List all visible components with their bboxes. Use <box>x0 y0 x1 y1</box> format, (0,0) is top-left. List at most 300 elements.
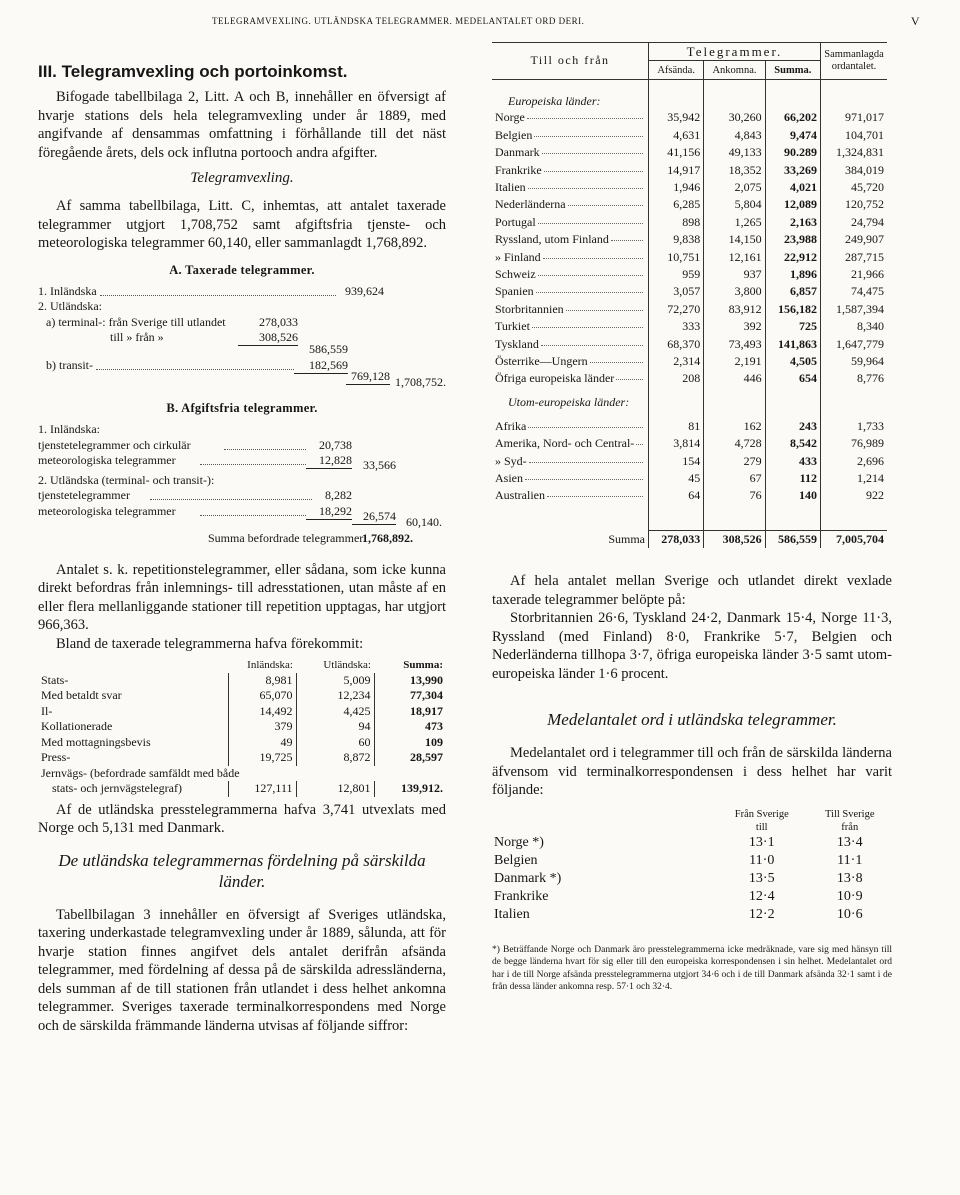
cell: 433 <box>765 452 820 469</box>
ledger-row <box>38 341 446 358</box>
cell: 104,701 <box>821 127 888 144</box>
cell: 1,324,831 <box>821 144 888 161</box>
page-header <box>40 14 920 30</box>
ledger-total: 1,708,752. <box>395 375 446 389</box>
cell: 127,111 <box>228 781 296 797</box>
cell: 959 <box>649 266 704 283</box>
country-name <box>492 452 649 469</box>
table-row <box>38 750 446 766</box>
cell: 1,587,394 <box>821 301 888 318</box>
cell: 77,304 <box>374 688 446 704</box>
cell: 41,156 <box>649 144 704 161</box>
subheading-fordelning: De utländska telegrammernas fördelning på särskilda länder. <box>58 850 426 891</box>
cell: 45 <box>649 470 704 487</box>
table-row <box>492 318 887 335</box>
cell: 586,559 <box>765 530 820 548</box>
cell: 94 <box>296 719 374 735</box>
cell: 73,493 <box>704 335 765 352</box>
cell: 287,715 <box>821 248 888 265</box>
cell: 141,863 <box>765 335 820 352</box>
cell: 83,912 <box>704 301 765 318</box>
cell: 6,285 <box>649 196 704 213</box>
cell: 139,912. <box>374 781 446 797</box>
cell: 35,942 <box>649 109 704 126</box>
row-label: stats- och jernvägstelegraf) <box>52 781 182 796</box>
summa-value: 1,768,892. <box>362 531 413 545</box>
ledger-subtotal: 26,574 <box>352 509 396 525</box>
table-header-row <box>492 808 892 834</box>
subheading-medelantalet: Medelantalet ord i utländska telegrammer. <box>547 710 837 730</box>
cell: 60 <box>296 735 374 751</box>
table-row <box>492 161 887 178</box>
cell: 67 <box>704 470 765 487</box>
country-label: » Syd- <box>495 453 527 468</box>
country-name <box>492 248 649 265</box>
cell: 12,234 <box>296 688 374 704</box>
table-row <box>38 781 446 797</box>
category-label: Europeiska länder: <box>508 94 601 109</box>
table-row <box>492 248 887 265</box>
cell: 68,370 <box>649 335 704 352</box>
dot-leader <box>611 240 643 241</box>
country-label: » Finland <box>495 249 541 264</box>
column-header: Telegrammer. <box>649 43 821 61</box>
cell: 112 <box>765 470 820 487</box>
ledger-row <box>38 369 446 389</box>
heading-taxerade: A. Taxerade telegrammer. <box>169 262 315 277</box>
cell: 4,631 <box>649 127 704 144</box>
table-row <box>492 435 887 452</box>
cell: 76 <box>704 487 765 504</box>
cell: 30,260 <box>704 109 765 126</box>
ledger-label: tjenstetelegrammer och cirkulär <box>38 437 191 452</box>
cell: 21,966 <box>821 266 888 283</box>
cell: 971,017 <box>821 109 888 126</box>
table-row <box>38 688 446 704</box>
country-name <box>492 888 716 906</box>
ledger-value: 308,526 <box>238 330 298 346</box>
country-label: Turkiet <box>495 319 530 334</box>
country-name <box>492 834 716 852</box>
word-average-table <box>492 808 892 924</box>
ledger-value: 8,282 <box>325 488 352 502</box>
table-row <box>492 870 892 888</box>
cell: 109 <box>374 735 446 751</box>
table-row <box>492 335 887 352</box>
country-label: Spanien <box>495 284 534 299</box>
table-row <box>492 214 887 231</box>
cell: 1,896 <box>765 266 820 283</box>
cell: 2,314 <box>649 353 704 370</box>
dot-leader <box>100 284 336 296</box>
paragraph-tabellbilagan: Tabellbilagan 3 innehåller en öfversigt af Sveriges utländska, taxering underkastade telegramvexling under år 1889, sålunda, att för hvarje station finnes angifvet dels antalet derifrån afsända telegrammer, med fördelning af dessa på de särskilda adressländerna, dels summan af de till stationen från utlandet i dess helhet ankomna telegrammer. Sveriges taxerade terminalkorrespondens med Norge och de särskilda främmande länderna utvisas af följande siffror: <box>38 906 446 1034</box>
table-row <box>492 888 892 906</box>
cell: 13·5 <box>748 870 775 886</box>
countries-table <box>492 42 887 548</box>
row-label: Med betaldt svar <box>41 688 122 703</box>
section-title: III. Telegramvexling och portoinkomst. <box>38 62 348 81</box>
heading-afgiftsfria: B. Afgiftsfria telegrammer. <box>166 401 318 415</box>
cell: 14,492 <box>228 704 296 720</box>
table-row <box>492 179 887 196</box>
cell: 8,872 <box>296 750 374 766</box>
cell: 9,474 <box>765 127 820 144</box>
cell: 23,988 <box>765 231 820 248</box>
table-row <box>492 388 887 418</box>
ledger-row <box>38 315 446 331</box>
cell: 11·1 <box>837 852 863 868</box>
cell: 74,475 <box>821 283 888 300</box>
cell: 3,057 <box>649 283 704 300</box>
ledger-row <box>38 531 446 547</box>
column-header: Till och från <box>530 53 610 68</box>
country-name <box>492 418 649 435</box>
table-row <box>38 673 446 689</box>
column-header: Ankomna. <box>704 61 765 79</box>
table-row <box>492 127 887 144</box>
cell: 279 <box>704 452 765 469</box>
country-label: Ryssland, utom Finland <box>495 232 609 247</box>
ledger-label: 1. Inländska <box>38 283 97 298</box>
country-label: Nederländerna <box>495 197 566 212</box>
cell: 8,340 <box>821 318 888 335</box>
country-name <box>492 487 649 504</box>
table-row <box>492 504 887 530</box>
ledger-value: 18,292 <box>306 504 352 520</box>
table-row <box>492 144 887 161</box>
country-label: Danmark <box>495 145 540 160</box>
table-row <box>38 704 446 720</box>
dot-leader <box>525 479 643 480</box>
header-from-sweden: Från Sverige <box>734 808 789 820</box>
country-label: Frankrike <box>494 888 549 904</box>
ledger-label: meteorologiska telegrammer <box>38 503 176 518</box>
summa-label: Summa befordrade telegrammer <box>208 531 364 545</box>
country-name <box>492 144 649 161</box>
cell: 14,150 <box>704 231 765 248</box>
cell: 379 <box>228 719 296 735</box>
cell: 5,804 <box>704 196 765 213</box>
row-label: Press- <box>41 750 71 765</box>
cell: 654 <box>765 370 820 387</box>
cell: 14,917 <box>649 161 704 178</box>
ledger-label: meteorologiska telegrammer <box>38 453 176 467</box>
country-label: Norge <box>495 110 525 125</box>
cell: 90.289 <box>765 144 820 161</box>
country-name <box>492 435 649 452</box>
cell: 2,191 <box>704 353 765 370</box>
country-name <box>492 109 649 126</box>
cell: 4,728 <box>704 435 765 452</box>
cell: 12,161 <box>704 248 765 265</box>
cell: 18,352 <box>704 161 765 178</box>
country-label: Italien <box>494 906 530 922</box>
cell: 898 <box>649 214 704 231</box>
cell: 59,964 <box>821 353 888 370</box>
ledger-value: 278,033 <box>259 314 298 329</box>
cell: 22,912 <box>765 248 820 265</box>
column-header: Afsända. <box>649 61 704 79</box>
ledger-row <box>38 299 446 315</box>
country-name <box>492 852 716 870</box>
table-row <box>492 79 887 109</box>
ledger-subtotal: 586,559 <box>309 341 348 356</box>
paragraph-bland: Bland de taxerade telegrammerna hafva förekommit: <box>56 635 364 652</box>
cell: 384,019 <box>821 161 888 178</box>
cell: 45,720 <box>821 179 888 196</box>
ledger-value: 12,828 <box>306 453 352 469</box>
cell: 28,597 <box>374 750 446 766</box>
cell: 13·4 <box>836 834 863 850</box>
dot-leader <box>636 444 643 445</box>
cell: 1,214 <box>821 470 888 487</box>
dot-leader <box>547 496 643 497</box>
ledger-subtotal: 769,128 <box>346 369 390 385</box>
dot-leader <box>96 358 294 370</box>
table-row <box>492 109 887 126</box>
cell: 8,542 <box>765 435 820 452</box>
paragraph-repetition: Antalet s. k. repetitionstelegrammer, eller sådana, som icke kunna direkt befordras från inlemnings- till adresstationen, utan måste af en eller flera mellanliggande stationer till repetition upptagas, har utgjort 966,363. <box>38 561 446 633</box>
cell: 9,838 <box>649 231 704 248</box>
paragraph-andel: Af hela antalet mellan Sverige och utlandet direkt vexlade taxerade telegrammer belöpte på: <box>492 573 892 608</box>
row-label: Stats- <box>41 672 69 687</box>
paragraph-procent: Storbritannien 26·6, Tyskland 24·2, Danmark 15·4, Norge 11·3, Ryssland (med Finland) 8·0, Frankrike 5·7, Belgien och Nederländerna tillhopa 3·7, öfriga europeiska länder 3·5 samt utom-europeiska länder 1·6 procent. <box>492 610 892 682</box>
dot-leader <box>616 379 643 380</box>
paragraph-intro: Bifogade tabellbilaga 2, Litt. A och B, innehåller en öfversigt af hvarje stations dels hela telegramvexling under år 1889, med angifvande af densammas omfattning i förhållande till det näst föregående årets, dels ock influtna portooch andra afgifter. <box>38 89 446 161</box>
word-average-rows <box>492 834 892 924</box>
table-row <box>492 834 892 852</box>
cell: 4,425 <box>296 704 374 720</box>
table-row <box>492 487 887 504</box>
country-label: Amerika, Nord- och Central- <box>495 436 635 451</box>
cell: 12·2 <box>748 906 775 922</box>
cell: 140 <box>765 487 820 504</box>
cell: 4,843 <box>704 127 765 144</box>
country-label: Österrike—Ungern <box>495 353 588 368</box>
table-row <box>492 370 887 387</box>
telegram-types-table <box>38 657 446 797</box>
ledger-row <box>38 473 446 489</box>
right-column <box>492 42 892 1172</box>
dot-leader <box>528 188 643 189</box>
cell: 1,733 <box>821 418 888 435</box>
table-row <box>492 470 887 487</box>
ledger-row <box>38 284 446 300</box>
ledger-label: 2. Utländska (terminal- och transit-): <box>38 472 215 487</box>
row-label: Il- <box>41 703 53 718</box>
dot-leader <box>544 171 643 172</box>
cell: 12·4 <box>748 888 775 904</box>
dot-leader <box>528 427 643 428</box>
country-label: Afrika <box>495 418 527 433</box>
ledger-row <box>38 453 446 472</box>
ledger-row <box>38 488 446 504</box>
cell: 156,182 <box>765 301 820 318</box>
cell: 725 <box>765 318 820 335</box>
cell: 49 <box>228 735 296 751</box>
cell: 12,801 <box>296 781 374 797</box>
cell: 10·9 <box>836 888 863 904</box>
cell: 33,269 <box>765 161 820 178</box>
dot-leader <box>541 345 643 346</box>
country-label: Portugal <box>495 214 536 229</box>
table-header-row <box>38 657 446 673</box>
dot-leader <box>543 258 643 259</box>
footnote: *) Beträffande Norge och Danmark äro presstelegrammerna icke medräknade, vare sig med hänsyn till de begge länderna hvart för sig eller till den europeiska korrespondensen i sin helhet. Medelantalet ord har i de till Norge afsända presstelegrammerna utgjort 34·6 och i de till Danmark afsända 32·1 samt i de från dessa länder ankomna resp. 57·1 och 32·4. <box>492 944 892 993</box>
paragraph-totals: Af samma tabellbilaga, Litt. C, inhemtas, att antalet taxerade telegrammer utgjort 1,708,752 samt afgiftsfria tjenste- och meteorologiska telegrammer 60,140, eller sammanlagdt 1,768,892. <box>38 198 446 251</box>
cell: 937 <box>704 266 765 283</box>
header-from: från <box>841 821 859 833</box>
country-label: Belgien <box>494 852 538 868</box>
ledger-label: 1. Inländska: <box>38 422 100 436</box>
cell: 65,070 <box>228 688 296 704</box>
cell: 2,163 <box>765 214 820 231</box>
cell: 249,907 <box>821 231 888 248</box>
cell: 8,776 <box>821 370 888 387</box>
cell: 24,794 <box>821 214 888 231</box>
country-name <box>492 161 649 178</box>
cell: 11·0 <box>749 852 775 868</box>
cell: 10,751 <box>649 248 704 265</box>
country-name <box>492 906 716 924</box>
afgiftsfria-breakdown <box>38 422 446 547</box>
dot-leader <box>534 136 643 137</box>
column-header: Inländska: <box>247 658 293 671</box>
dot-leader <box>566 310 643 311</box>
table-row <box>492 906 892 924</box>
country-label: Norge *) <box>494 834 544 850</box>
table-row <box>38 719 446 735</box>
dot-leader <box>542 153 643 154</box>
cell: 2,696 <box>821 452 888 469</box>
cell: 4,505 <box>765 353 820 370</box>
cell: 446 <box>704 370 765 387</box>
cell: 3,814 <box>649 435 704 452</box>
country-label: Danmark *) <box>494 870 562 886</box>
country-name <box>492 214 649 231</box>
table-row <box>492 266 887 283</box>
ledger-label: 2. Utländska: <box>38 299 102 313</box>
table-row <box>492 196 887 213</box>
cell: 72,270 <box>649 301 704 318</box>
paragraph-press: Af de utländska presstelegrammerna hafva 3,741 utvexlats med Norge och 5,131 med Danmark. <box>38 801 446 836</box>
other-rows <box>492 418 887 505</box>
country-label: Tyskland <box>495 336 539 351</box>
column-header <box>808 808 892 834</box>
column-header: Sammanlagda ordantalet. <box>821 43 888 80</box>
country-label: Italien <box>495 180 526 195</box>
cell: 922 <box>821 487 888 504</box>
ledger-label: tjenstetelegrammer <box>38 488 130 502</box>
table-row <box>38 766 446 782</box>
ledger-value: 182,569 <box>294 358 348 374</box>
country-name <box>492 301 649 318</box>
country-label: Asien <box>495 470 523 485</box>
ledger-total: 60,140. <box>406 514 442 529</box>
cell: 66,202 <box>765 109 820 126</box>
dot-leader <box>150 488 312 500</box>
table-header-row <box>492 43 887 61</box>
country-name <box>492 470 649 487</box>
cell: 13,990 <box>374 673 446 689</box>
ledger-row <box>38 438 446 454</box>
cell: 19,725 <box>228 750 296 766</box>
category-label: Utom-europeiska länder: <box>508 395 630 410</box>
country-label: Frankrike <box>495 162 542 177</box>
country-name <box>492 870 716 888</box>
dot-leader <box>536 292 643 293</box>
column-header: Summa: <box>403 658 443 671</box>
table-row <box>492 452 887 469</box>
europe-rows <box>492 109 887 387</box>
dot-leader <box>538 223 643 224</box>
page-number: V <box>910 14 920 28</box>
country-name <box>492 318 649 335</box>
running-title: TELEGRAMVEXLING. UTLÄNDSKA TELEGRAMMER. MEDELANTALET ORD DERI. <box>212 16 585 26</box>
cell: 1,946 <box>649 179 704 196</box>
ledger-label: a) terminal-: från Sverige till utlandet <box>46 314 226 329</box>
table-row <box>492 283 887 300</box>
ledger-label: b) transit- <box>46 357 93 372</box>
row-label: Med mottagningsbevis <box>41 734 151 749</box>
country-label: Australien <box>495 488 545 503</box>
dot-leader <box>529 462 643 463</box>
header-to-sweden: Till Sverige <box>825 808 875 820</box>
cell: 392 <box>704 318 765 335</box>
country-name <box>492 231 649 248</box>
cell: 10·6 <box>836 906 863 922</box>
cell: 1,647,779 <box>821 335 888 352</box>
dot-leader <box>200 504 306 516</box>
table-row <box>492 353 887 370</box>
dot-leader <box>527 118 643 119</box>
column-header: Utländska: <box>323 658 371 671</box>
table-row <box>492 418 887 435</box>
left-column <box>38 62 446 1172</box>
country-label: Öfriga europeiska länder <box>495 371 615 386</box>
header-to: till <box>755 821 768 833</box>
dot-leader <box>224 438 306 450</box>
cell: 18,917 <box>374 704 446 720</box>
cell: 1,265 <box>704 214 765 231</box>
ledger-value: 20,738 <box>319 437 352 452</box>
dot-leader <box>200 453 306 465</box>
column-header <box>716 808 808 834</box>
table-row <box>492 852 892 870</box>
subheading-telegramvexling: Telegramvexling. <box>190 170 294 186</box>
cell: 208 <box>649 370 704 387</box>
cell: 2,075 <box>704 179 765 196</box>
cell: 333 <box>649 318 704 335</box>
row-label: Kollationerade <box>41 719 113 734</box>
dot-leader <box>590 362 643 363</box>
ledger-subtotal: 33,566 <box>363 458 396 472</box>
dot-leader <box>538 275 643 276</box>
cell: 76,989 <box>821 435 888 452</box>
cell: 308,526 <box>704 530 765 548</box>
dot-leader <box>568 205 643 206</box>
dot-leader <box>532 327 643 328</box>
cell: 81 <box>649 418 704 435</box>
country-name <box>492 196 649 213</box>
country-label: Storbritannien <box>495 301 564 316</box>
cell: 473 <box>374 719 446 735</box>
country-label: Belgien <box>495 127 533 142</box>
cell: 154 <box>649 452 704 469</box>
cell: 8,981 <box>228 673 296 689</box>
cell: 278,033 <box>649 530 704 548</box>
row-label: Jernvägs- (befordrade samfäldt med både <box>41 765 240 780</box>
